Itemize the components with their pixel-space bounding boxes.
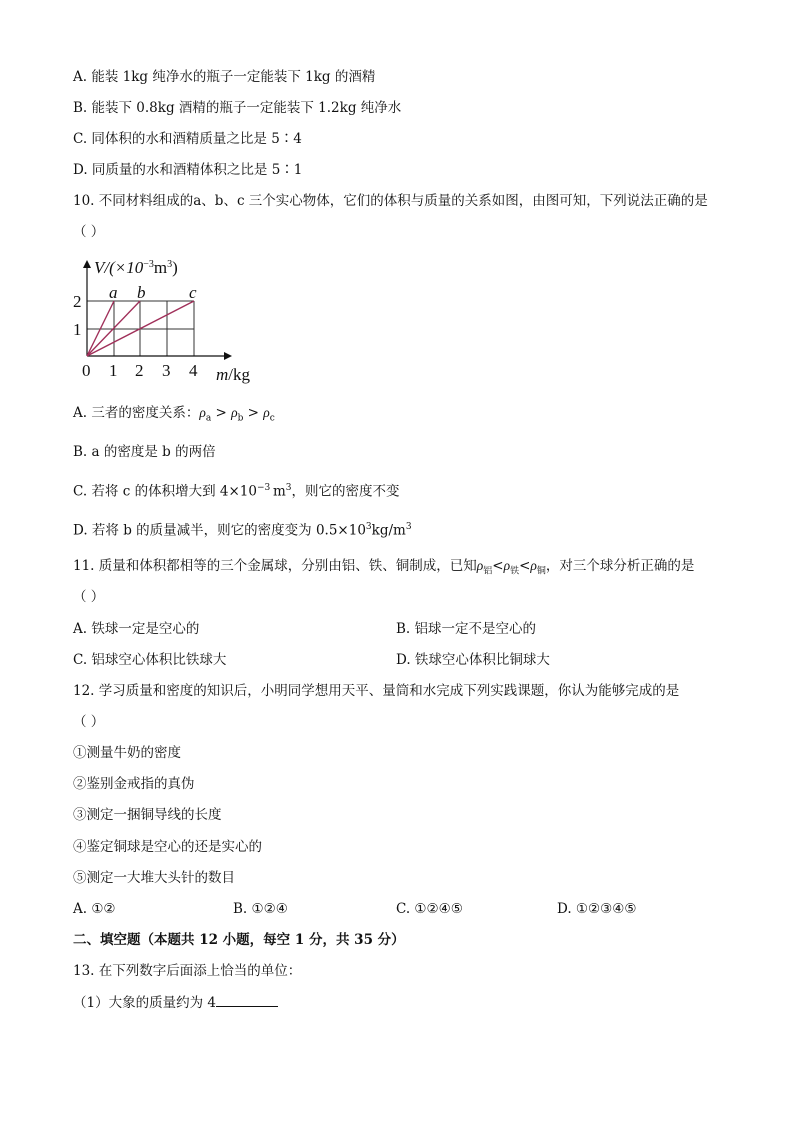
q13-stem: 13. 在下列数字后面添上恰当的单位： bbox=[73, 963, 302, 979]
q10-stem: 10. 不同材料组成的a、b、c 三个实心物体，它们的体积与质量的关系如图，由图可知，下列说法正确的是 bbox=[73, 193, 708, 209]
q9-option-a: A. 能装 1kg 纯净水的瓶子一定能装下 1kg 的酒精 bbox=[73, 69, 376, 85]
q11-option-d: D. 铁球空心体积比铜球大 bbox=[396, 652, 550, 668]
y-axis-label: $V/(\times 10^{-3}m^3)$ bbox=[94, 258, 178, 277]
x-tick-0: 0 bbox=[82, 361, 91, 380]
label-b: b bbox=[137, 283, 146, 302]
q11-option-b: B. 铝球一定不是空心的 bbox=[396, 621, 537, 637]
q11-answer-paren: （ ） bbox=[73, 589, 105, 605]
section-title: 二、填空题（本题共 12 小题，每空 1 分，共 35 分） bbox=[73, 932, 405, 948]
x-tick-1: 1 bbox=[109, 361, 118, 380]
q13-blank-1[interactable] bbox=[216, 993, 278, 1007]
q11-stem: 11. 质量和体积都相等的三个金属球，分别由铝、铁、铜制成，已知$\rho_铝<\rho_铁<\rho_铜$，对三个球分析正确的是 bbox=[73, 558, 695, 577]
x-tick-3: 3 bbox=[162, 361, 171, 380]
q12-option-c: C. ①②④⑤ bbox=[396, 901, 463, 917]
q12-item-2: ②鉴别金戒指的真伪 bbox=[73, 776, 195, 792]
q9-option-d: D. 同质量的水和酒精体积之比是 5∶1 bbox=[73, 162, 303, 178]
q10-option-a: A. 三者的密度关系：$\rho_a > \rho_b > \rho_c$ bbox=[73, 405, 275, 424]
q12-item-3: ③测定一捆铜导线的长度 bbox=[73, 807, 222, 823]
y-axis-arrow bbox=[83, 260, 91, 268]
q12-answer-paren: （ ） bbox=[73, 714, 105, 730]
q10-answer-paren: （ ） bbox=[73, 224, 105, 240]
q10-volume-mass-graph bbox=[70, 252, 270, 384]
q12-item-4: ④鉴定铜球是空心的还是实心的 bbox=[73, 839, 262, 855]
q10-option-c: C. 若将 c 的体积增大到 $4\times 10^{-3}$ $m^3$，则它的密度不变 bbox=[73, 483, 400, 500]
q10-option-b: B. a 的密度是 b 的两倍 bbox=[73, 444, 216, 460]
q12-stem: 12. 学习质量和密度的知识后，小明同学想用天平、量筒和水完成下列实践课题，你认为能够完成的是 bbox=[73, 683, 680, 699]
x-axis-label: m/kg bbox=[216, 365, 251, 384]
y-tick-1: 1 bbox=[73, 320, 82, 339]
q13-item-1: （1）大象的质量约为 4 bbox=[73, 993, 278, 1012]
q10-option-d: D. 若将 b 的质量减半，则它的密度变为 $0.5\times 10^3kg/m^3$ bbox=[73, 522, 412, 539]
label-c: c bbox=[189, 283, 197, 302]
x-tick-4: 4 bbox=[189, 361, 198, 380]
q12-option-a: A. ①② bbox=[73, 901, 116, 917]
label-a: a bbox=[109, 283, 118, 302]
q11-option-c: C. 铝球空心体积比铁球大 bbox=[73, 652, 227, 668]
y-tick-2: 2 bbox=[73, 292, 82, 311]
q12-option-d: D. ①②③④⑤ bbox=[557, 901, 637, 917]
q12-item-1: ①测量牛奶的密度 bbox=[73, 745, 181, 761]
q9-option-b: B. 能装下 0.8kg 酒精的瓶子一定能装下 1.2kg 纯净水 bbox=[73, 100, 402, 116]
q12-item-5: ⑤测定一大堆大头针的数目 bbox=[73, 870, 235, 886]
x-axis-arrow bbox=[224, 352, 232, 360]
q12-option-b: B. ①②④ bbox=[233, 901, 288, 917]
q9-option-c: C. 同体积的水和酒精质量之比是 5∶4 bbox=[73, 131, 302, 147]
x-tick-2: 2 bbox=[135, 361, 144, 380]
q11-option-a: A. 铁球一定是空心的 bbox=[73, 621, 200, 637]
